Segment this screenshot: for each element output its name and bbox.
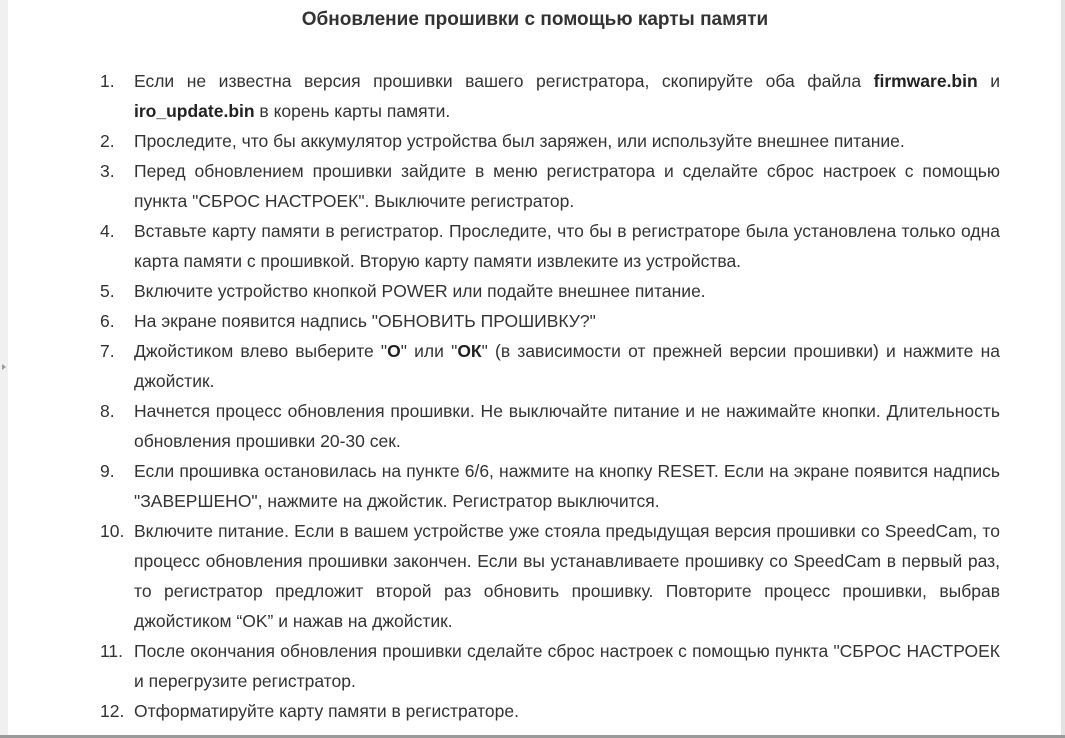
step-text: Если прошивка остановилась на пункте 6/6, нажмите на кнопку RESET. Если на экране появится надпись "ЗАВЕРШЕНО", нажмите на джойстик. Регистратор выключится. (134, 461, 1000, 511)
step-number: 12. (100, 701, 125, 721)
step-number: 11. (100, 641, 124, 661)
step-number: 2. (100, 131, 115, 151)
list-item (100, 276, 1000, 306)
filename-update: iro_update.bin (134, 101, 255, 121)
step-text: Отформатируйте карту памяти в регистраторе. (134, 701, 519, 721)
step-text: " или " (400, 341, 458, 361)
option-o: О (387, 341, 401, 361)
step-number: 9. (100, 461, 115, 481)
option-ok: ОК (457, 341, 482, 361)
step-text: Проследите, что бы аккумулятор устройства был заряжен, или используйте внешнее питание. (134, 131, 905, 151)
list-item (100, 396, 1000, 456)
collapse-arrow-icon[interactable] (2, 364, 6, 370)
step-text: в корень карты памяти. (254, 101, 451, 121)
step-number: 6. (100, 311, 115, 331)
list-item (100, 156, 1000, 216)
step-number: 4. (100, 221, 115, 241)
instruction-list (100, 66, 1000, 726)
step-text: " (в зависимости от прежней версии прошивки) и нажмите на джойстик. (134, 341, 1000, 391)
step-text: Включите устройство кнопкой POWER или подайте внешнее питание. (134, 281, 706, 301)
left-edge-strip (0, 0, 8, 738)
filename-firmware: firmware.bin (873, 71, 978, 91)
list-item (100, 636, 1000, 696)
list-item (100, 696, 1000, 726)
step-number: 1. (100, 71, 115, 91)
list-item (100, 216, 1000, 276)
step-number: 3. (100, 161, 115, 181)
step-text: Начнется процесс обновления прошивки. Не выключайте питание и не нажимайте кнопки. Длительность обновления прошивки 20-30 сек. (134, 401, 1000, 451)
step-text: После окончания обновления прошивки сделайте сброс настроек с помощью пункта "СБРОС НАСТРОЕК и перегрузите регистратор. (134, 641, 1000, 691)
step-text: Включите питание. Если в вашем устройстве уже стояла предыдущая версия прошивки со SpeedCam, то процесс обновления прошивки закончен. Если вы устанавливаете прошивку со SpeedCam в первый раз, то регистратор предложит второй раз обновить прошивку. Повторите процесс прошивки, выбрав джойстиком “OK” и нажав на джойстик. (134, 521, 1000, 631)
step-text: Перед обновлением прошивки зайдите в меню регистратора и сделайте сброс настроек с помощью пункта "СБРОС НАСТРОЕК". Выключите регистратор. (134, 161, 1000, 211)
step-number: 5. (100, 281, 115, 301)
step-text: На экране появится надпись "ОБНОВИТЬ ПРОШИВКУ?" (134, 311, 596, 331)
step-text: Вставьте карту памяти в регистратор. Проследите, что бы в регистраторе была установлена только одна карта памяти с прошивкой. Вторую карту памяти извлеките из устройства. (134, 221, 1000, 271)
step-number: 10. (100, 521, 125, 541)
step-number: 7. (100, 341, 115, 361)
list-item (100, 336, 1000, 396)
list-item (100, 126, 1000, 156)
step-text: Джойстиком влево выберите " (134, 341, 388, 361)
step-text: Если не известна версия прошивки вашего регистратора, скопируйте оба файла (134, 71, 874, 91)
step-text: и (977, 71, 1000, 91)
list-item (100, 66, 1000, 126)
list-item (100, 456, 1000, 516)
right-edge-strip (1061, 0, 1065, 738)
list-item (100, 516, 1000, 636)
page-title: Обновление прошивки с помощью карты памяти (301, 9, 769, 30)
step-number: 8. (100, 401, 115, 421)
list-item (100, 306, 1000, 336)
